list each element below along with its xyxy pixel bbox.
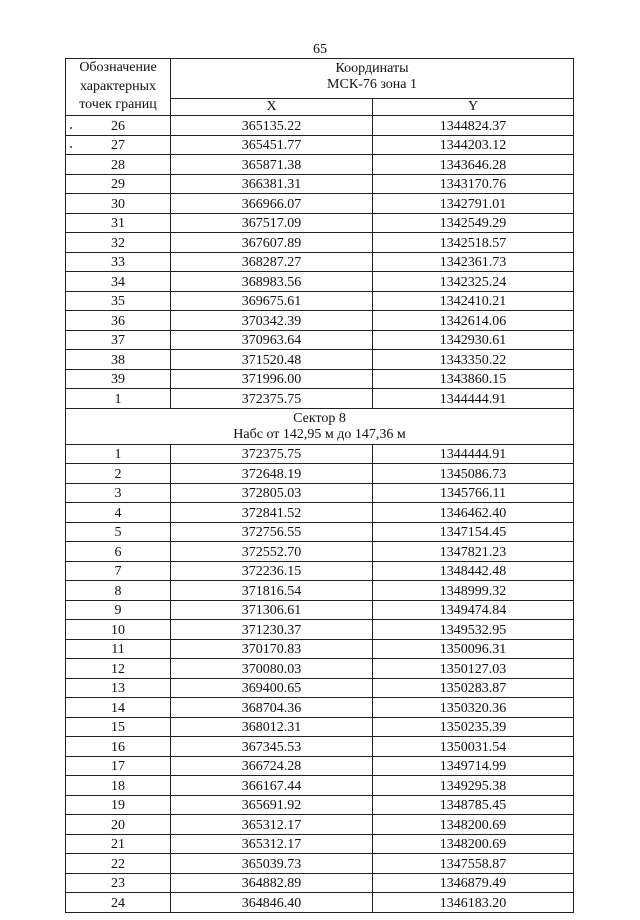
- y-coordinate-cell: 1348999.32: [373, 581, 574, 601]
- y-coordinate-cell: 1346183.20: [373, 893, 574, 913]
- x-coordinate-cell: 365691.92: [171, 795, 373, 815]
- y-coordinate-cell: 1342325.24: [373, 272, 574, 292]
- table-row: [66, 698, 574, 718]
- table-row: [66, 272, 574, 292]
- y-coordinate-cell: 1350235.39: [373, 717, 574, 737]
- point-number-cell: 29: [66, 174, 171, 194]
- x-coordinate-cell: 367345.53: [171, 737, 373, 757]
- x-coordinate-cell: 368287.27: [171, 252, 373, 272]
- x-coordinate-cell: 366966.07: [171, 194, 373, 214]
- designation-header-line: характерных: [79, 78, 157, 94]
- x-coordinate-cell: 367607.89: [171, 233, 373, 253]
- point-number-cell: 10: [66, 620, 171, 640]
- table-row: [66, 893, 574, 913]
- table-row: [66, 155, 574, 175]
- point-number-cell: 32: [66, 233, 171, 253]
- x-coordinate-cell: 365312.17: [171, 815, 373, 835]
- y-coordinate-cell: 1349474.84: [373, 600, 574, 620]
- point-number-cell: 3: [66, 483, 171, 503]
- y-coordinate-cell: 1347821.23: [373, 542, 574, 562]
- point-number-cell: 6: [66, 542, 171, 562]
- table-row: [66, 116, 574, 136]
- table-row: [66, 854, 574, 874]
- x-coordinate-cell: 365871.38: [171, 155, 373, 175]
- x-coordinate-cell: 369675.61: [171, 291, 373, 311]
- x-coordinate-cell: 372375.75: [171, 444, 373, 464]
- point-number-cell: 35: [66, 291, 171, 311]
- scan-speck: [70, 127, 72, 129]
- table-row: [66, 639, 574, 659]
- y-coordinate-cell: 1350127.03: [373, 659, 574, 679]
- x-coordinate-cell: 371520.48: [171, 350, 373, 370]
- table-row: [66, 233, 574, 253]
- point-number-cell: 2: [66, 464, 171, 484]
- y-coordinate-cell: 1345086.73: [373, 464, 574, 484]
- table-row: [66, 464, 574, 484]
- y-coordinate-cell: 1343170.76: [373, 174, 574, 194]
- y-coordinate-cell: 1350320.36: [373, 698, 574, 718]
- point-number-cell: 4: [66, 503, 171, 523]
- y-coordinate-cell: 1342930.61: [373, 330, 574, 350]
- x-coordinate-cell: 365451.77: [171, 135, 373, 155]
- x-coordinate-cell: 371816.54: [171, 581, 373, 601]
- point-number-cell: 9: [66, 600, 171, 620]
- y-coordinate-cell: 1344203.12: [373, 135, 574, 155]
- point-number-cell: 31: [66, 213, 171, 233]
- table-row: [66, 135, 574, 155]
- table-row: [66, 542, 574, 562]
- y-coordinate-cell: 1344444.91: [373, 389, 574, 409]
- table-row: [66, 350, 574, 370]
- y-coordinate-cell: 1349714.99: [373, 756, 574, 776]
- x-coordinate-cell: 364846.40: [171, 893, 373, 913]
- y-coordinate-cell: 1347558.87: [373, 854, 574, 874]
- y-coordinate-cell: 1344824.37: [373, 116, 574, 136]
- point-number-cell: 11: [66, 639, 171, 659]
- coordinates-table: [65, 58, 574, 913]
- table-row: [66, 737, 574, 757]
- y-coordinate-cell: 1349532.95: [373, 620, 574, 640]
- point-number-cell: 34: [66, 272, 171, 292]
- x-coordinate-cell: 371306.61: [171, 600, 373, 620]
- x-coordinate-cell: 364882.89: [171, 873, 373, 893]
- table-row: [66, 291, 574, 311]
- table-row: [66, 581, 574, 601]
- x-coordinate-cell: 365135.22: [171, 116, 373, 136]
- table-row: [66, 678, 574, 698]
- point-number-cell: 33: [66, 252, 171, 272]
- y-coordinate-cell: 1348785.45: [373, 795, 574, 815]
- table-row: [66, 756, 574, 776]
- table-row: [66, 522, 574, 542]
- point-number-cell: 8: [66, 581, 171, 601]
- table-row: [66, 444, 574, 464]
- y-coordinate-cell: 1343646.28: [373, 155, 574, 175]
- table-row: [66, 311, 574, 331]
- point-number-cell: 1: [66, 389, 171, 409]
- point-number-cell: 21: [66, 834, 171, 854]
- point-number-cell: 37: [66, 330, 171, 350]
- point-number-cell: 13: [66, 678, 171, 698]
- y-coordinate-cell: 1348442.48: [373, 561, 574, 581]
- coordinates-header-line: МСК-76 зона 1: [327, 77, 417, 92]
- point-number-cell: 19: [66, 795, 171, 815]
- table-row: [66, 252, 574, 272]
- page-number: 65: [313, 42, 327, 57]
- table-row: [66, 815, 574, 835]
- x-coordinate-cell: 370963.64: [171, 330, 373, 350]
- y-coordinate-cell: 1348200.69: [373, 834, 574, 854]
- point-number-cell: 1: [66, 444, 171, 464]
- y-coordinate-cell: 1342614.06: [373, 311, 574, 331]
- table-row: [66, 483, 574, 503]
- x-coordinate-cell: 372375.75: [171, 389, 373, 409]
- table-row: [66, 503, 574, 523]
- y-coordinate-cell: 1342791.01: [373, 194, 574, 214]
- x-coordinate-cell: 370170.83: [171, 639, 373, 659]
- x-column-header: X: [171, 99, 373, 116]
- point-number-cell: 39: [66, 369, 171, 389]
- point-number-cell: 24: [66, 893, 171, 913]
- table-row: [66, 873, 574, 893]
- designation-header: [66, 59, 171, 116]
- x-coordinate-cell: 370342.39: [171, 311, 373, 331]
- point-number-cell: 5: [66, 522, 171, 542]
- point-number-cell: 20: [66, 815, 171, 835]
- sector-cell: [66, 408, 574, 444]
- table-row: [66, 600, 574, 620]
- x-coordinate-cell: 372756.55: [171, 522, 373, 542]
- point-number-cell: 36: [66, 311, 171, 331]
- y-coordinate-cell: 1344444.91: [373, 444, 574, 464]
- point-number-cell: 17: [66, 756, 171, 776]
- point-number-cell: 27: [66, 135, 171, 155]
- x-coordinate-cell: 365312.17: [171, 834, 373, 854]
- x-coordinate-cell: 366381.31: [171, 174, 373, 194]
- x-coordinate-cell: 372648.19: [171, 464, 373, 484]
- x-coordinate-cell: 366167.44: [171, 776, 373, 796]
- y-coordinate-cell: 1346879.49: [373, 873, 574, 893]
- table-row: [66, 834, 574, 854]
- header-row: [66, 59, 574, 99]
- x-coordinate-cell: 368704.36: [171, 698, 373, 718]
- x-coordinate-cell: 372236.15: [171, 561, 373, 581]
- x-coordinate-cell: 369400.65: [171, 678, 373, 698]
- point-number-cell: 16: [66, 737, 171, 757]
- y-coordinate-cell: 1346462.40: [373, 503, 574, 523]
- point-number-cell: 28: [66, 155, 171, 175]
- point-number-cell: 7: [66, 561, 171, 581]
- y-coordinate-cell: 1350283.87: [373, 678, 574, 698]
- table-row: [66, 717, 574, 737]
- y-coordinate-cell: 1350096.31: [373, 639, 574, 659]
- designation-header-line: точек границ: [79, 97, 157, 112]
- y-column-header: Y: [373, 99, 574, 116]
- point-number-cell: 23: [66, 873, 171, 893]
- y-coordinate-cell: 1343860.15: [373, 369, 574, 389]
- point-number-cell: 14: [66, 698, 171, 718]
- table-row: [66, 561, 574, 581]
- y-coordinate-cell: 1342549.29: [373, 213, 574, 233]
- x-coordinate-cell: 368012.31: [171, 717, 373, 737]
- x-coordinate-cell: 365039.73: [171, 854, 373, 874]
- x-coordinate-cell: 372841.52: [171, 503, 373, 523]
- point-number-cell: 26: [66, 116, 171, 136]
- y-coordinate-cell: 1348200.69: [373, 815, 574, 835]
- y-coordinate-cell: 1347154.45: [373, 522, 574, 542]
- table-row: [66, 213, 574, 233]
- sector-title: Сектор 8: [293, 410, 346, 426]
- point-number-cell: 30: [66, 194, 171, 214]
- y-coordinate-cell: 1349295.38: [373, 776, 574, 796]
- y-coordinate-cell: 1350031.54: [373, 737, 574, 757]
- sector-subtitle: Набс от 142,95 м до 147,36 м: [233, 426, 406, 442]
- table-row: [66, 620, 574, 640]
- designation-header-line: Обозначение: [79, 60, 157, 75]
- table-row: [66, 330, 574, 350]
- point-number-cell: 15: [66, 717, 171, 737]
- sector-row: [66, 408, 574, 444]
- table-row: [66, 369, 574, 389]
- table-row: [66, 389, 574, 409]
- x-coordinate-cell: 371230.37: [171, 620, 373, 640]
- table-row: [66, 776, 574, 796]
- coordinates-header-line: Координаты: [335, 61, 409, 76]
- point-number-cell: 12: [66, 659, 171, 679]
- table-row: [66, 174, 574, 194]
- point-number-cell: 38: [66, 350, 171, 370]
- table-row: [66, 795, 574, 815]
- x-coordinate-cell: 370080.03: [171, 659, 373, 679]
- x-coordinate-cell: 372552.70: [171, 542, 373, 562]
- x-coordinate-cell: 372805.03: [171, 483, 373, 503]
- y-coordinate-cell: 1343350.22: [373, 350, 574, 370]
- scan-speck: [70, 146, 72, 148]
- x-coordinate-cell: 368983.56: [171, 272, 373, 292]
- x-coordinate-cell: 366724.28: [171, 756, 373, 776]
- y-coordinate-cell: 1342361.73: [373, 252, 574, 272]
- y-coordinate-cell: 1342410.21: [373, 291, 574, 311]
- y-coordinate-cell: 1345766.11: [373, 483, 574, 503]
- x-coordinate-cell: 371996.00: [171, 369, 373, 389]
- y-coordinate-cell: 1342518.57: [373, 233, 574, 253]
- point-number-cell: 22: [66, 854, 171, 874]
- point-number-cell: 18: [66, 776, 171, 796]
- coordinates-header: [171, 59, 574, 99]
- x-coordinate-cell: 367517.09: [171, 213, 373, 233]
- table-row: [66, 194, 574, 214]
- table-row: [66, 659, 574, 679]
